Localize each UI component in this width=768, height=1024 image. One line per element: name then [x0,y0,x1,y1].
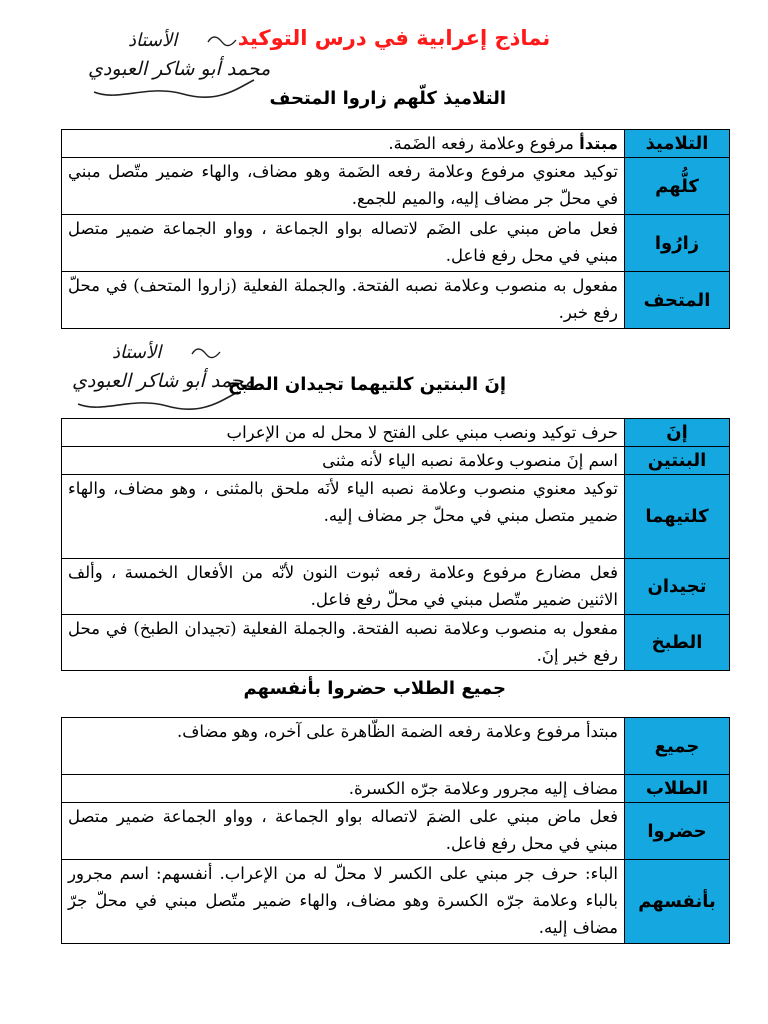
table-row [62,158,730,215]
word-cell: حضروا [625,803,730,860]
analysis-cell: مضاف إليه مجرور وعلامة جرّه الكسرة. [62,775,625,803]
analysis-cell: توكيد معنوي منصوب وعلامة نصبه الياء لأنَه ملحق بالمثنى ، وهو مضاف، والهاء ضمير متصل مبني في محلّ جر مضاف إليه. [62,475,625,559]
signature-line2: محمد أبو شاكر العبودي [88,58,271,80]
analysis-cell: مفعول به منصوب وعلامة نصبه الفتحة. والجملة الفعلية (زاروا المتحف) في محلّ رفع خبر. [62,272,625,329]
example-3-table [61,717,730,944]
analysis-cell: فعل ماض مبني على الضَم لاتصاله بواو الجماعة ، وواو الجماعة ضمير متصل مبني في محل رفع فاعل. [62,215,625,272]
table-row [62,860,730,944]
word-cell: جميع [625,718,730,775]
table-row [62,447,730,475]
page-title: نماذج إعرابية في درس التوكيد [237,26,551,50]
word-cell: كلتيهما [625,475,730,559]
analysis-cell: اسم إنَ منصوب وعلامة نصبه الياء لأنه مثنى [62,447,625,475]
table-row [62,475,730,559]
example-3-sentence: جميع الطلاب حضروا بأنفسهم [243,678,506,699]
word-cell: الطبخ [625,615,730,671]
table-row [62,130,730,158]
analysis-cell: الباء: حرف جر مبني على الكسر لا محلّ له من الإعراب. أنفسهم: اسم مجرور بالباء وعلامة جرّه الكسرة وهو مضاف، والهاء ضمير متّصل مبني في محلّ جرّ مضاف إليه. [62,860,625,944]
table-row [62,615,730,671]
word-cell: الطلاب [625,775,730,803]
word-cell: البنتين [625,447,730,475]
word-cell: تجيدان [625,559,730,615]
analysis-cell: فعل ماض مبني على الضمَ لاتصاله بواو الجماعة ، وواو الجماعة ضمير متصل مبني في محل رفع فاعل. [62,803,625,860]
analysis-cell: مفعول به منصوب وعلامة نصبه الفتحة. والجملة الفعلية (تجيدان الطبخ) في محل رفع خبر إنَ. [62,615,625,671]
signature-line2: محمد أبو شاكر العبودي [72,370,255,392]
table-row [62,718,730,775]
word-cell: إنَ [625,419,730,447]
analysis-cell: توكيد معنوي مرفوع وعلامة رفعه الضَمة وهو مضاف، والهاء ضمير متّصل مبني في محلّ جر مضاف إليه، والميم للجمع. [62,158,625,215]
table-row [62,215,730,272]
example-1-sentence: التلاميذ كلّهم زاروا المتحف [269,88,506,109]
signature-line1: الأستاذ [128,30,178,51]
word-cell: المتحف [625,272,730,329]
example-2-table [61,418,730,671]
analysis-text: مرفوع وعلامة رفعه الضَمة. [388,134,580,153]
word-cell: كلُّهم [625,158,730,215]
example-1-table [61,129,730,329]
analysis-lead: مبتدأ [579,134,618,153]
author-signature [72,342,255,422]
table-row [62,419,730,447]
table-row [62,803,730,860]
example-2-sentence: إنَ البنتين كلتيهما تجيدان الطبخ [227,374,506,395]
word-cell: زارُوا [625,215,730,272]
analysis-cell: فعل مضارع مرفوع وعلامة رفعه ثبوت النون لأنّه من الأفعال الخمسة ، وألف الاثنين ضمير متّصل مبني في محلّ رفع فاعل. [62,559,625,615]
word-cell: التلاميذ [625,130,730,158]
table-row [62,559,730,615]
table-row [62,775,730,803]
table-row [62,272,730,329]
analysis-cell: مبتدأ مرفوع وعلامة رفعه الضمة الظّاهرة على آخره، وهو مضاف. [62,718,625,775]
analysis-cell [62,130,625,158]
signature-line1: الأستاذ [112,342,162,363]
analysis-cell: حرف توكيد ونصب مبني على الفتح لا محل له من الإعراب [62,419,625,447]
word-cell: بأنفسهم [625,860,730,944]
author-signature [88,30,271,110]
